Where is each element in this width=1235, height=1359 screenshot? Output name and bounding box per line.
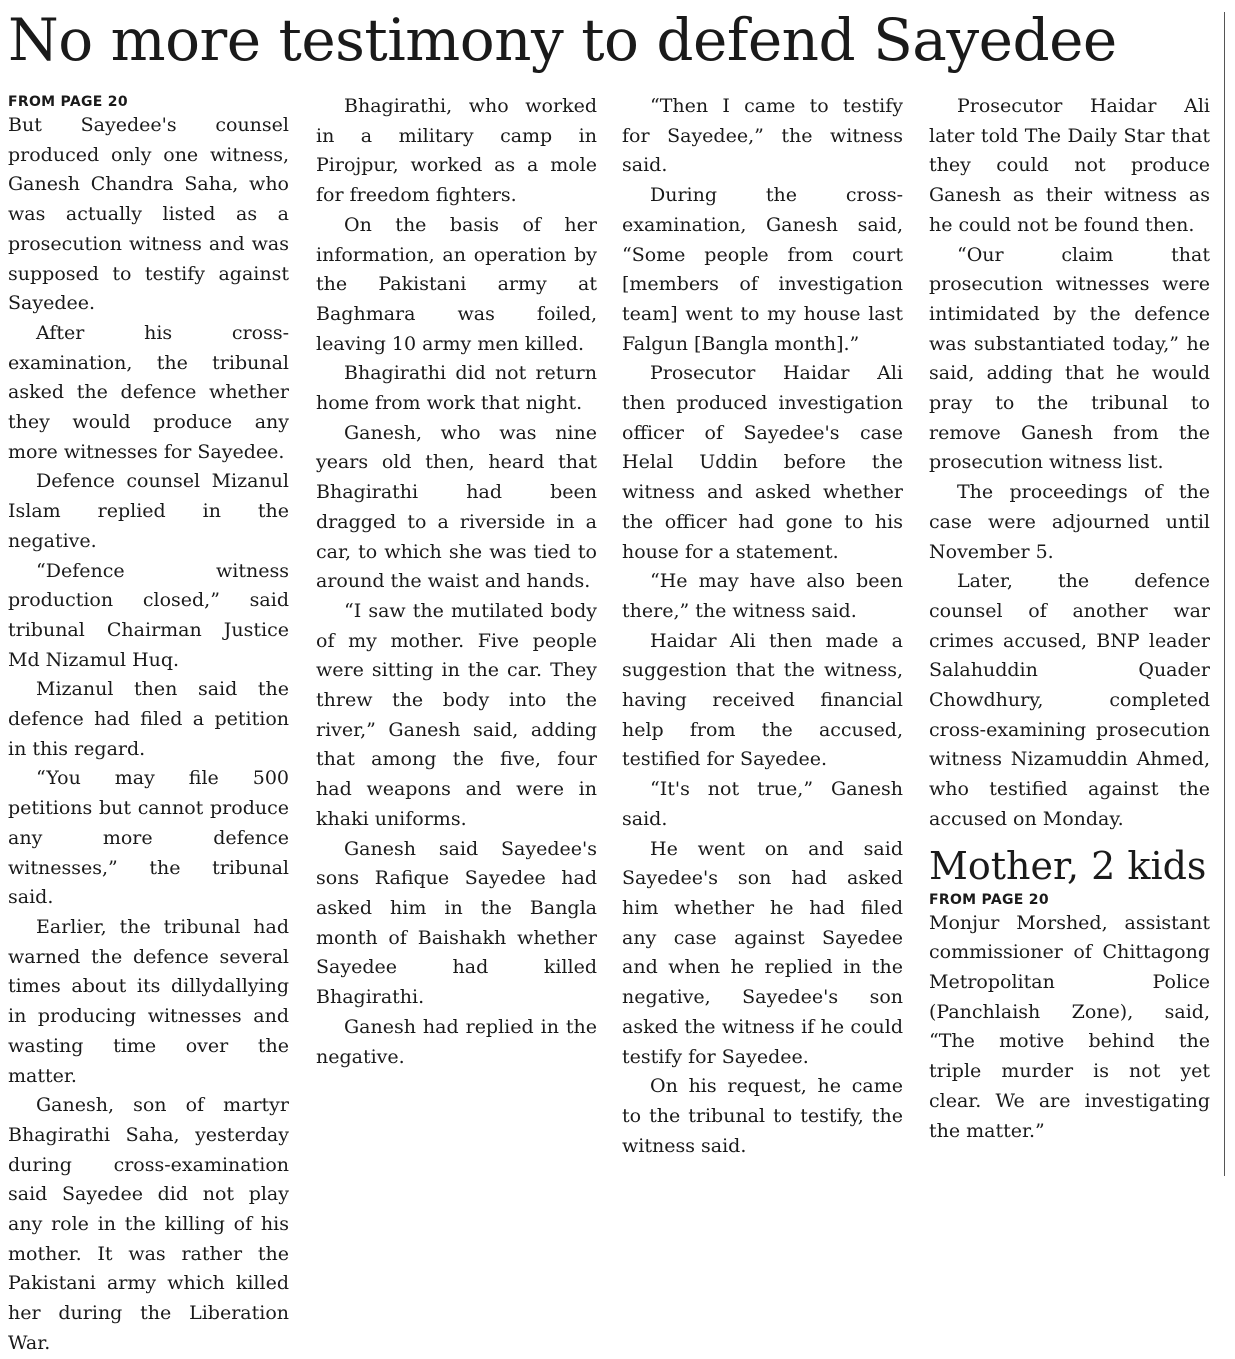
article-column-3: [622, 92, 903, 1182]
headline: No more testimony to defend Sayedee: [8, 6, 1117, 74]
article-paragraph: On the basis of her information, an operation by the Pakistani army at Baghmara was foiled, leaving 10 army men killed.: [316, 213, 597, 355]
article-paragraph: “Then I came to testify for Sayedee,” the witness said.: [622, 95, 903, 177]
kicker: FROM PAGE 20: [8, 94, 128, 110]
second-story-headline: Mother, 2 kids: [929, 843, 1207, 888]
article-paragraph: Mizanul then said the defence had filed a petition in this regard.: [8, 678, 289, 760]
column-rule: [1224, 12, 1225, 1176]
article-column-2: [316, 92, 597, 1182]
article-column-1: [8, 93, 289, 1354]
article-paragraph: Later, the defence counsel of another war crimes accused, BNP leader Salahuddin Quader Chowdhury, completed cross-examining prosecution witness Nizamuddin Ahmed, who testified against the accused on Monday.: [929, 570, 1210, 830]
article-paragraph: The proceedings of the case were adjourned until November 5.: [929, 481, 1210, 563]
article-paragraph: “Defence witness production closed,” said tribunal Chairman Justice Md Nizamul Huq.: [8, 559, 289, 671]
article-paragraph: Ganesh said Sayedee's sons Rafique Sayedee had asked him in the Bangla month of Baishakh whether Sayedee had killed Bhagirathi.: [316, 837, 597, 1009]
article-paragraph: “It's not true,” Ganesh said.: [622, 778, 903, 830]
article-paragraph: Bhagirathi did not return home from work that night.: [316, 362, 597, 415]
article-paragraph: Prosecutor Haidar Ali later told The Daily Star that they could not produce Ganesh as their witness as he could not be found then.: [929, 95, 1210, 236]
article-paragraph: Bhagirathi, who worked in a military camp in Pirojpur, worked as a mole for freedom fighters.: [316, 95, 597, 207]
article-paragraph: Prosecutor Haidar Ali then produced investigation officer of Sayedee's case Helal Uddin before the witness and asked whether the officer had gone to his house for a statement.: [622, 362, 903, 563]
article-column-4: [929, 92, 1210, 1182]
article-paragraph: “You may file 500 petitions but cannot produce any more defence witnesses,” the tribunal said.: [8, 767, 289, 909]
second-story-kicker: FROM PAGE 20: [929, 891, 1049, 908]
article-paragraph: But Sayedee's counsel produced only one witness, Ganesh Chandra Saha, who was actually listed as a prosecution witness and was supposed to testify against Sayedee.: [8, 114, 289, 315]
article-paragraph: Defence counsel Mizanul Islam replied in the negative.: [8, 470, 289, 552]
article-paragraph: “I saw the mutilated body of my mother. Five people were sitting in the car. They threw the body into the river,” Ganesh said, adding that among the five, four had weapons and were in khaki uniforms.: [316, 599, 597, 830]
article-paragraph: Earlier, the tribunal had warned the defence several times about its dillydallying in producing witnesses and wasting time over the matter.: [8, 915, 289, 1087]
article-paragraph: He went on and said Sayedee's son had asked him whether he had filed any case against Sayedee and when he replied in the negative, Sayedee's son asked the witness if he could testify for Sayedee.: [622, 837, 903, 1068]
article-paragraph: After his cross-examination, the tribunal asked the defence whether they would produce any more witnesses for Sayedee.: [8, 321, 289, 463]
article-paragraph: Ganesh, son of martyr Bhagirathi Saha, yesterday during cross-examination said Sayedee did not play any role in the killing of his mother. It was rather the Pakistani army which killed her during the Liberation War.: [8, 1094, 289, 1354]
second-story-paragraph: Monjur Morshed, assistant commissioner of Chittagong Metropolitan Police (Panchlaish Zone), said, “The motive behind the triple murder is not yet clear. We are investigating the matter.”: [929, 911, 1210, 1142]
article-paragraph: Ganesh had replied in the negative.: [316, 1015, 597, 1068]
article-paragraph: “Our claim that prosecution witnesses were intimidated by the defence was substantiated today,” he said, adding that he would pray to the tribunal to remove Ganesh from the prosecution witness list.: [929, 243, 1210, 474]
article-paragraph: During the cross-examination, Ganesh said, “Some people from court [members of investigation team] went to my house last Falgun [Bangla month].”: [622, 184, 903, 355]
article-paragraph: On his request, he came to the tribunal to testify, the witness said.: [622, 1075, 903, 1157]
article-paragraph: Haidar Ali then made a suggestion that the witness, having received financial help from the accused, testified for Sayedee.: [622, 629, 903, 771]
article-paragraph: “He may have also been there,” the witness said.: [622, 570, 903, 622]
article-paragraph: Ganesh, who was nine years old then, heard that Bhagirathi had been dragged to a riverside in a car, to which she was tied to around the waist and hands.: [316, 421, 597, 593]
